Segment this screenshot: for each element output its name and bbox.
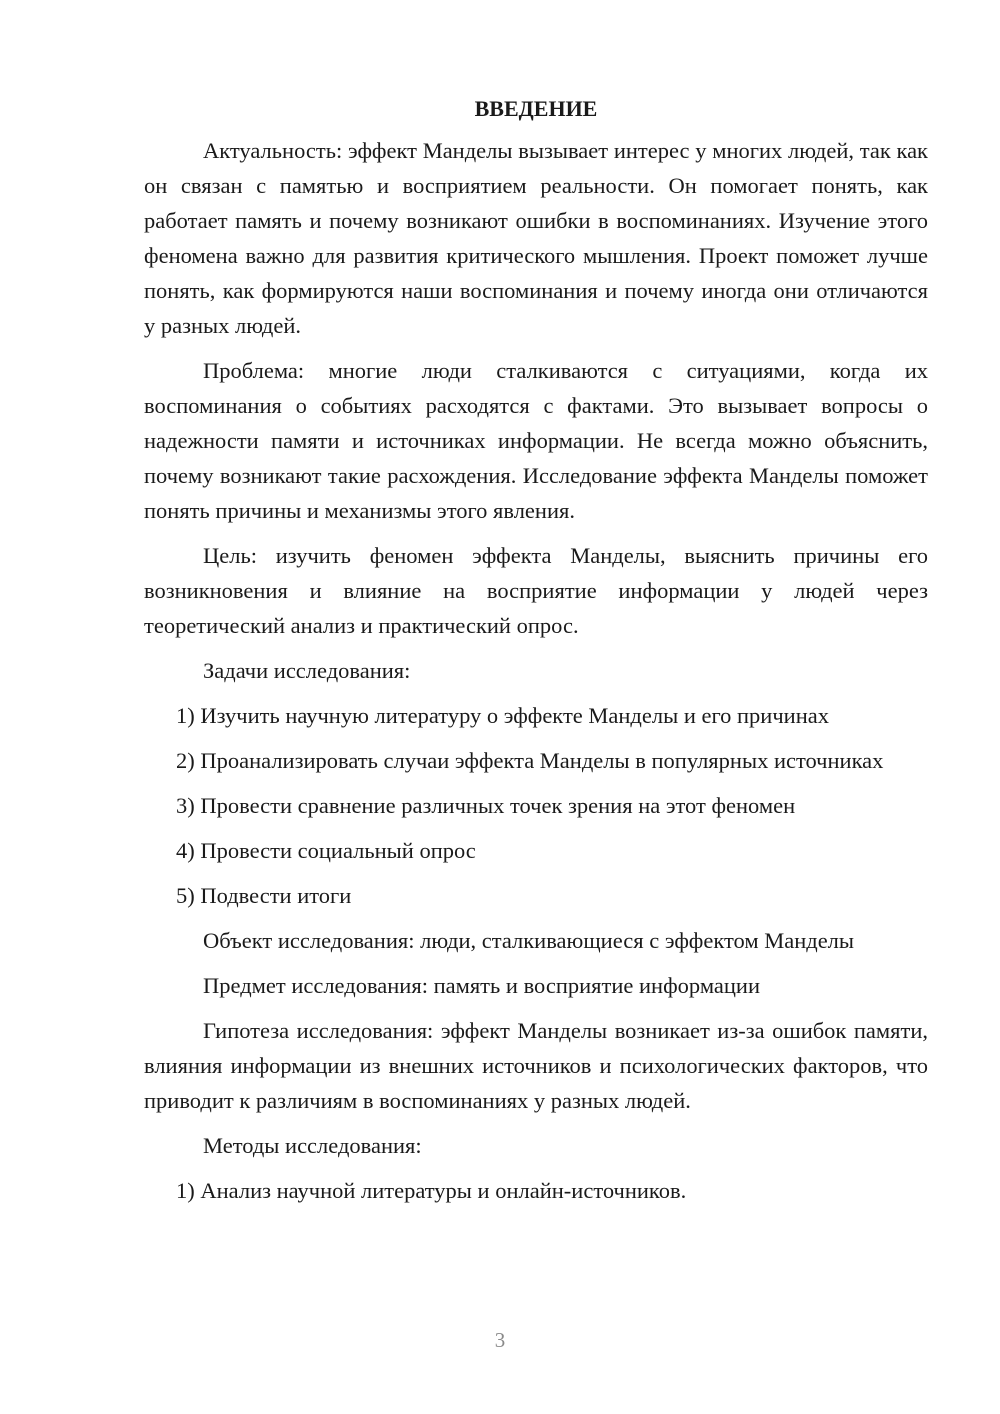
method-item: 1) Анализ научной литературы и онлайн-источников.: [176, 1178, 687, 1203]
relevance-paragraph: Актуальность: эффект Манделы вызывает интерес у многих людей, так как он связан с памятью и восприятием реальности. Он помогает понять, как работает память и почему возникают ошибки в воспоминаниях. Изучение этого феномена важно для развития критического мышления. Проект поможет лучше понять, как формируются наши воспоминания и почему иногда они отличаются у разных людей.: [144, 138, 928, 338]
problem-paragraph: Проблема: многие люди сталкиваются с ситуациями, когда их воспоминания о событиях расходятся с фактами. Это вызывает вопросы о надежности памяти и источниках информации. Не всегда можно объяснить, почему возникают такие расхождения. Исследование эффекта Манделы поможет понять причины и механизмы этого явления.: [144, 358, 928, 523]
document-page: [144, 94, 928, 1218]
page-number: 3: [494, 1328, 506, 1352]
tasks-heading: Задачи исследования:: [203, 658, 411, 683]
object-line: Объект исследования: люди, сталкивающиеся с эффектом Манделы: [203, 928, 855, 953]
task-item: 1) Изучить научную литературу о эффекте Манделы и его причинах: [176, 703, 829, 728]
task-item: 2) Проанализировать случаи эффекта Манделы в популярных источниках: [176, 748, 884, 773]
methods-heading: Методы исследования:: [203, 1133, 422, 1158]
task-item: 3) Провести сравнение различных точек зрения на этот феномен: [176, 793, 796, 818]
goal-paragraph: Цель: изучить феномен эффекта Манделы, выяснить причины его возникновения и влияние на восприятие информации у людей через теоретический анализ и практический опрос.: [144, 543, 928, 638]
page-title: ВВЕДЕНИЕ: [474, 96, 598, 121]
hypothesis-paragraph: Гипотеза исследования: эффект Манделы возникает из-за ошибок памяти, влияния информации из внешних источников и психологических факторов, что приводит к различиям в воспоминаниях у разных людей.: [144, 1018, 928, 1113]
task-item: 4) Провести социальный опрос: [176, 838, 476, 863]
task-item: 5) Подвести итоги: [176, 883, 352, 908]
subject-line: Предмет исследования: память и восприятие информации: [203, 973, 761, 998]
